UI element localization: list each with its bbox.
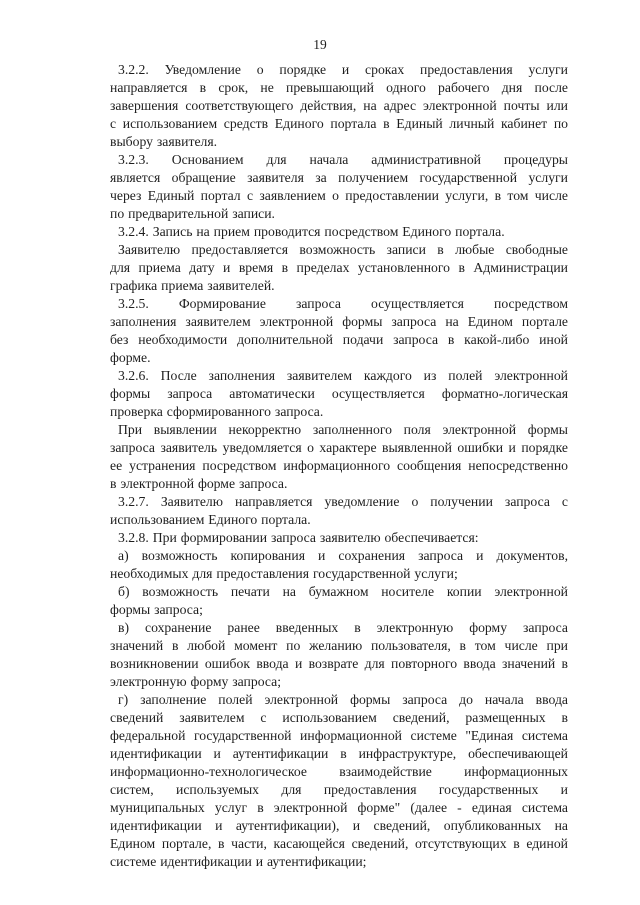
text-line: федеральной государственной информационной системе "Единая система <box>110 728 568 743</box>
paragraph <box>110 529 568 547</box>
text-line: б) возможность печати на бумажном носителе копии электронной <box>118 584 568 599</box>
paragraph <box>110 421 568 493</box>
text-line: по предварительной записи. <box>110 206 275 221</box>
paragraph <box>110 619 568 691</box>
text-line: ее устранения посредством информационного сообщения непосредственно <box>110 458 568 473</box>
text-line: систем, используемых для предоставления государственных и <box>110 782 568 797</box>
paragraph <box>110 547 568 583</box>
paragraph <box>110 367 568 421</box>
paragraph <box>110 151 568 223</box>
text-line: направляется в срок, не превышающий одного рабочего дня после <box>110 80 568 95</box>
text-line: для приема дату и время в пределах установленного в Администрации <box>110 260 568 275</box>
text-line: г) заполнение полей электронной формы запроса до начала ввода <box>118 692 568 707</box>
text-line: форме. <box>110 350 151 365</box>
text-line: заполнения заявителем электронной формы запроса на Едином портале <box>110 314 568 329</box>
text-line: сведений заявителем с использованием сведений, размещенных в <box>110 710 568 725</box>
paragraph <box>110 295 568 367</box>
text-line: формы запроса автоматически осуществляется форматно-логическая <box>110 386 568 401</box>
text-line: Заявителю предоставляется возможность записи в любые свободные <box>118 242 568 257</box>
text-line: 3.2.2. Уведомление о порядке и сроках предоставления услуги <box>118 62 568 77</box>
text-line: проверка сформированного запроса. <box>110 404 324 419</box>
paragraph <box>110 493 568 529</box>
text-line: 3.2.7. Заявителю направляется уведомление о получении запроса с <box>118 494 568 509</box>
text-line: При выявлении некорректно заполненного поля электронной формы <box>118 422 568 437</box>
text-line: системе идентификации и аутентификации; <box>110 854 367 869</box>
text-line: графика приема заявителей. <box>110 278 275 293</box>
text-line: необходимых для предоставления государственной услуги; <box>110 566 458 581</box>
text-line: значений в любой момент по желанию пользователя, в том числе при <box>110 638 568 653</box>
text-line: возникновении ошибок ввода и возврате для повторного ввода значений в <box>110 656 568 671</box>
paragraph <box>110 61 568 151</box>
text-line: запроса заявитель уведомляется о характере выявленной ошибки и порядке <box>110 440 568 455</box>
text-line: а) возможность копирования и сохранения запроса и документов, <box>118 548 568 563</box>
text-line: Едином портале, в части, касающейся сведений, отсутствующих в единой <box>110 836 568 851</box>
text-line: завершения соответствующего действия, на адрес электронной почты или <box>110 98 568 113</box>
text-line: 3.2.4. Запись на прием проводится посредством Единого портала. <box>118 224 505 239</box>
text-line: идентификации и аутентификации в инфраструктуре, обеспечивающей <box>110 746 568 761</box>
paragraph <box>110 223 568 241</box>
text-line: электронную форму запроса; <box>110 674 282 689</box>
page-number: 19 <box>313 37 327 52</box>
text-line: 3.2.3. Основанием для начала административной процедуры <box>118 152 568 167</box>
text-line: использованием Единого портала. <box>110 512 311 527</box>
paragraph <box>110 691 568 871</box>
text-line: муниципальных услуг в электронной форме" (далее - единая система <box>110 800 568 815</box>
text-line: в электронной форме запроса. <box>110 476 288 491</box>
text-line: идентификации и аутентификации), и сведений, опубликованных на <box>110 818 568 833</box>
text-line: 3.2.8. При формировании запроса заявителю обеспечивается: <box>118 530 479 545</box>
text-line: выбору заявителя. <box>110 134 218 149</box>
text-line: 3.2.6. После заполнения заявителем каждого из полей электронной <box>118 368 568 383</box>
paragraph <box>110 583 568 619</box>
text-line: является обращение заявителя за получением государственной услуги <box>110 170 568 185</box>
document-body <box>110 61 568 871</box>
text-line: с использованием средств Единого портала в Единый личный кабинет по <box>110 116 568 131</box>
text-line: 3.2.5. Формирование запроса осуществляется посредством <box>118 296 568 311</box>
text-line: в) сохранение ранее введенных в электронную форму запроса <box>118 620 568 635</box>
paragraph <box>110 241 568 295</box>
text-line: информационно-технологическое взаимодействие информационных <box>110 764 568 779</box>
text-line: формы запроса; <box>110 602 203 617</box>
text-line: без необходимости дополнительной подачи запроса в какой-либо иной <box>110 332 568 347</box>
text-line: через Единый портал с заявлением о предоставлении услуги, в том числе <box>110 188 568 203</box>
